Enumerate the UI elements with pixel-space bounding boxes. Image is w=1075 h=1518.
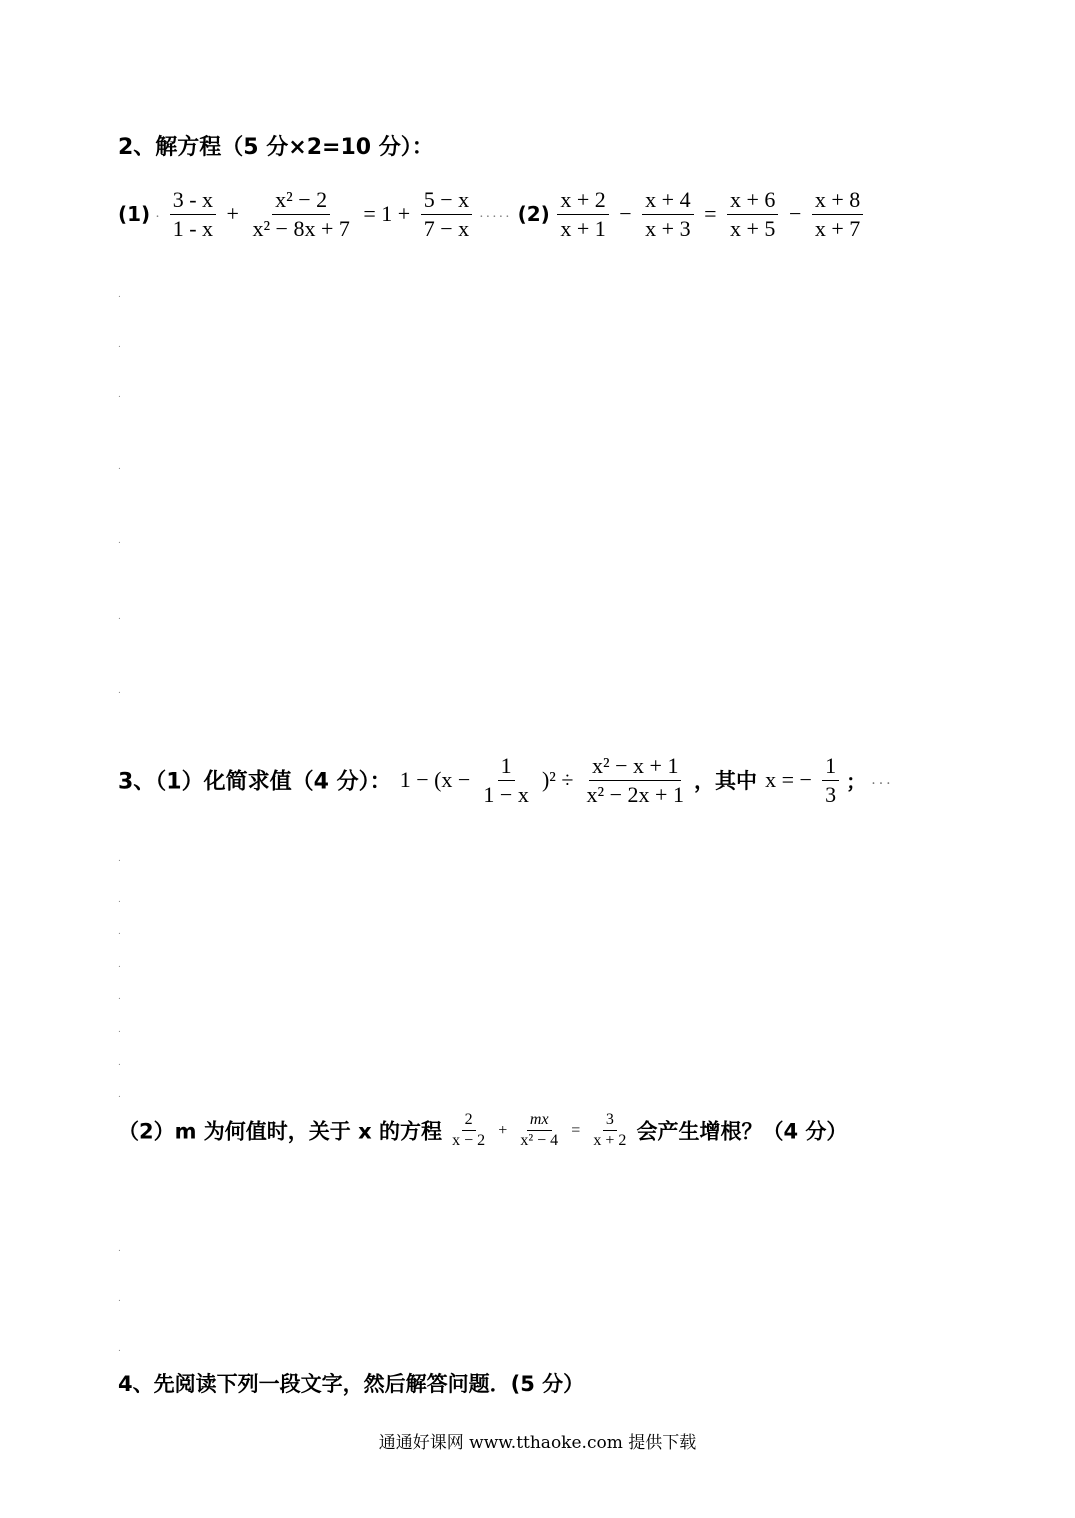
fraction: $\frac{1}{1 - x}$ [483, 753, 529, 807]
operator: − [619, 201, 632, 226]
part-1-label: (1) [118, 202, 151, 226]
fraction: $\frac{mx}{\text{x² − 4}}$ [520, 1111, 559, 1149]
margin-mark: . [118, 1244, 121, 1254]
fraction: $\frac{1}{3}$ [822, 752, 839, 808]
fraction: $\frac{x + 4}{x + 3}$ [642, 186, 693, 242]
question-3-part-2-prefix: （2）m 为何值时，关于 x 的方程 [118, 1119, 442, 1144]
margin-mark: . [118, 927, 121, 937]
margin-mark: . [118, 895, 121, 905]
fraction: $\frac{2}{x - 2}$ [452, 1111, 486, 1149]
margin-mark: . [118, 992, 121, 1002]
question-2-heading-text: 2、解方程（5 分×2=10 分）： [118, 135, 434, 160]
fraction: $\frac{\text{x² − 2}}{\text{x² − 8x + 7}}$ [252, 187, 350, 241]
operator: = [704, 201, 717, 226]
fraction: $\frac{\text{x² − x + 1}}{\text{x² − 2x + 1}}$ [586, 753, 684, 807]
margin-mark: . [118, 960, 121, 970]
margin-mark: . [118, 1090, 121, 1100]
question-3-part-2-suffix: 会产生增根？（4 分） [636, 1119, 848, 1144]
margin-mark: . [118, 462, 121, 472]
margin-mark: . [118, 536, 121, 546]
fraction: $\frac{x + 8}{x + 7}$ [812, 186, 863, 242]
question-2-heading [118, 130, 434, 161]
margin-mark: . [118, 340, 121, 350]
footer-text: 通通好课网 www.tthaoke.com 提供下载 [378, 1433, 697, 1453]
margin-mark: . [118, 1058, 121, 1068]
fraction: $\frac{3}{x + 2}$ [593, 1111, 627, 1149]
page-footer [0, 1428, 1075, 1453]
question-3-heading: 3、（1）化简求值（4 分）： [118, 769, 392, 795]
fraction: $\frac{5 - x}{7 - x}$ [421, 186, 472, 242]
margin-mark: . [118, 1025, 121, 1035]
fraction: $\frac{3 - x}{1 - x}$ [170, 186, 216, 242]
fraction: $\frac{x + 2}{x + 1}$ [557, 186, 608, 242]
fraction: $\frac{x + 6}{x + 5}$ [727, 186, 778, 242]
question-3-part-2: （2）m 为何值时，关于 x 的方程 $\frac{2}{x - 2}$ + $\frac{mx}{\text{x² − 4}}$ = $\frac{3}{x + 2}$ 会产生增根？（4 分） [118, 1111, 848, 1149]
question-2-equations: (1) . $\frac{3 - x}{1 - x}$ + $\frac{\text{x² − 2}}{\text{x² − 8x + 7}}$ = 1 + $\frac{5 - x}{7 - x}$ ..... (2) $\frac{x + 2}{x + 1}$ − $\frac{x + 4}{x + 3}$ = $\frac{x + 6}{x + 5}$ − $\frac{x + 8}{x + 7}$ [118, 186, 865, 242]
question-4-heading-text: 4、先阅读下列一段文字，然后解答问题．(5 分） [118, 1372, 585, 1396]
margin-mark: . [118, 390, 121, 400]
margin-mark: . [118, 612, 121, 622]
question-4-heading [118, 1368, 584, 1398]
question-3-part-1: 3、（1）化简求值（4 分）： 1 − (x − $\frac{1}{1 - x}$ )² ÷ $\frac{\text{x² − x + 1}}{\text{x² − 2x + 1}}$ ，其中 x = − $\frac{1}{3}$ ； ... [118, 753, 894, 807]
operator: = 1 + [363, 201, 411, 226]
operator: + [226, 201, 239, 226]
margin-mark: . [118, 854, 121, 864]
operator: − [788, 201, 802, 226]
part-2-label: (2) [517, 202, 550, 226]
margin-mark: . [118, 686, 121, 696]
margin-mark: . [118, 290, 121, 300]
margin-mark: . [118, 1344, 121, 1354]
margin-mark: . [118, 1294, 121, 1304]
